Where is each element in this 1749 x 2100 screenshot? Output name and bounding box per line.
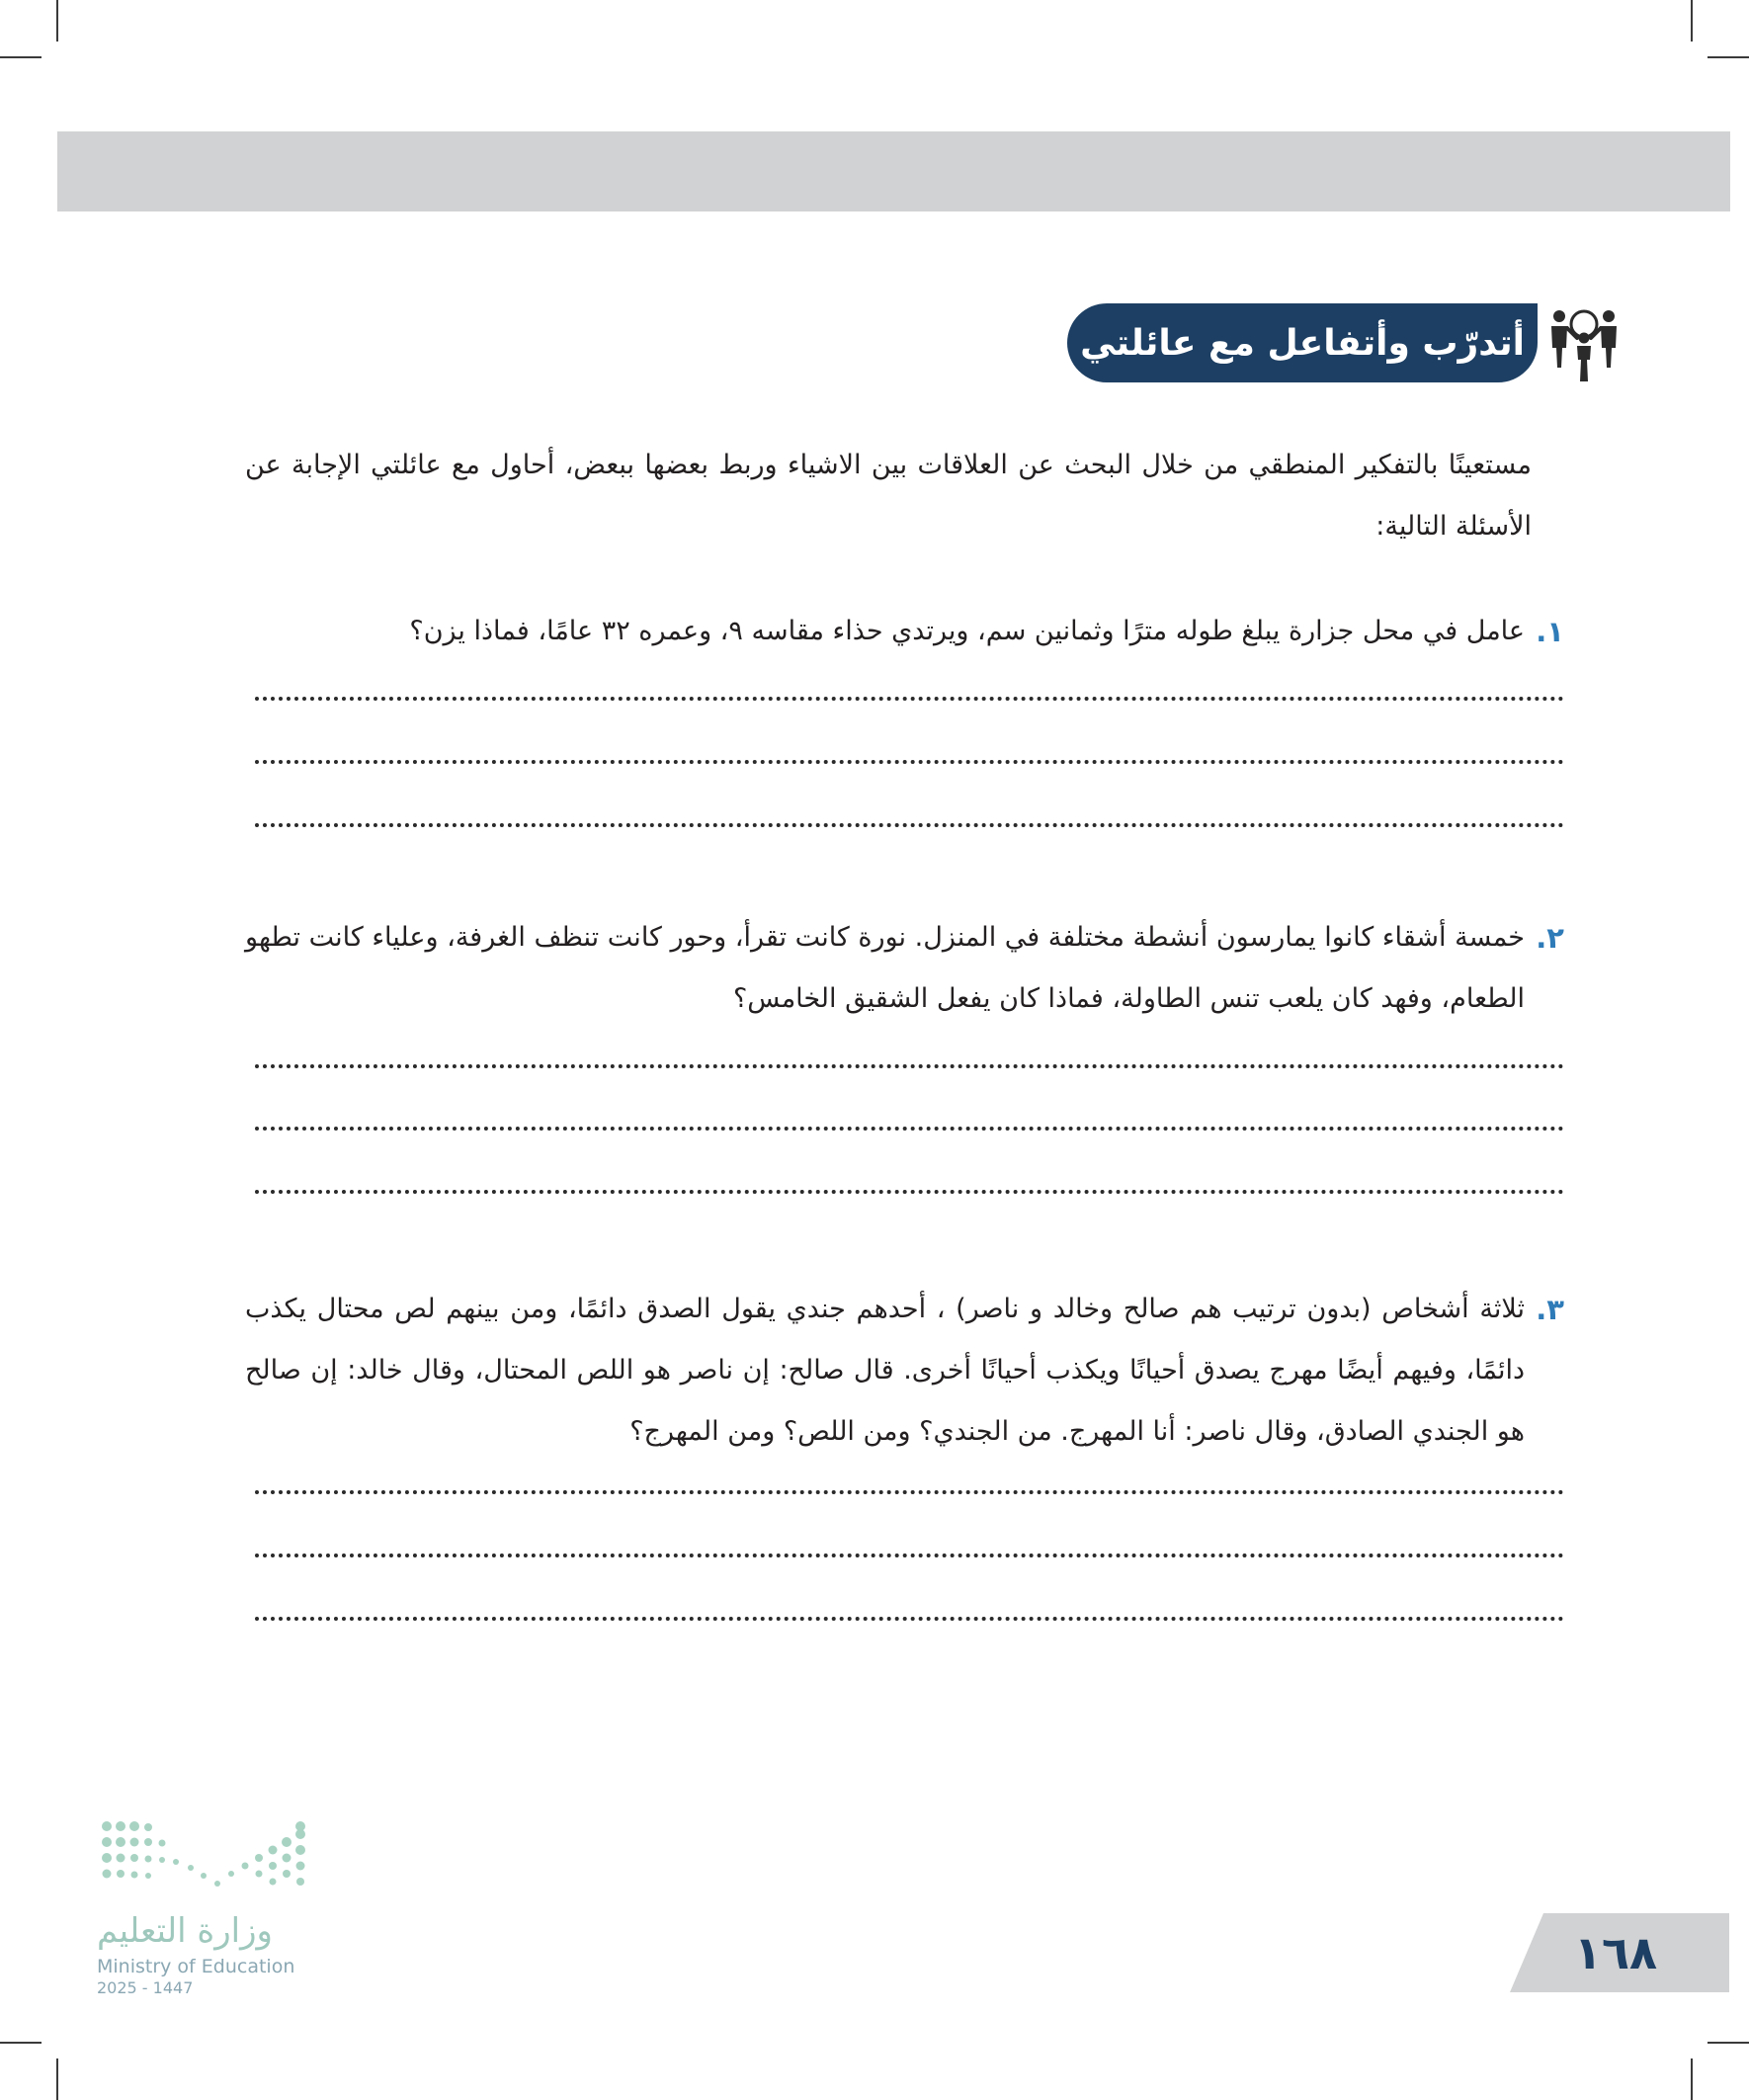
answer-line[interactable]: [255, 1490, 1564, 1494]
answer-line[interactable]: [255, 760, 1564, 764]
section-header: [1067, 302, 1623, 383]
family-icon: [1545, 302, 1623, 383]
ministry-name-arabic: وزارة التعليم: [97, 1911, 273, 1951]
ministry-year: 2025 - 1447: [97, 1978, 194, 1997]
crop-mark: [0, 2042, 42, 2044]
question-number: ٣.: [1536, 1293, 1564, 1326]
question-2: [245, 907, 1564, 1030]
question-text: عامل في محل جزارة يبلغ طوله مترًا وثمانين سم، ويرتدي حذاء مقاسه ٩، وعمره ٣٢ عامًا، فماذا يزن؟: [409, 616, 1525, 646]
crop-mark: [0, 56, 42, 58]
question-1: [245, 601, 1564, 662]
question-text: ثلاثة أشخاص (بدون ترتيب هم صالح وخالد و ناصر) ، أحدهم جندي يقول الصدق دائمًا، ومن بينهم لص محتال يكذب دائمًا، وفيهم أيضًا مهرج يصدق أحيانًا ويكذب أحيانًا أخرى. قال صالح: إن ناصر هو اللص المحتال، وقال خالد: إن صالح هو الجندي الصادق، وقال ناصر: أنا المهرج. من الجندي؟ ومن اللص؟ ومن المهرج؟: [245, 1294, 1525, 1447]
answer-line[interactable]: [255, 1617, 1564, 1621]
answer-line[interactable]: [255, 823, 1564, 827]
question-3: [245, 1279, 1564, 1463]
ministry-name-english: Ministry of Education: [97, 1956, 295, 1977]
answer-line[interactable]: [255, 1554, 1564, 1557]
question-text: خمسة أشقاء كانوا يمارسون أنشطة مختلفة في المنزل. نورة كانت تقرأ، وحور كانت تنظف الغرفة، وعلياء كانت تطهو الطعام، وفهد كان يلعب تنس الطاولة، فماذا كان يفعل الشقيق الخامس؟: [245, 922, 1525, 1014]
ministry-logo: [97, 1818, 316, 1998]
question-number: ٢.: [1536, 921, 1564, 955]
top-band: [57, 131, 1730, 211]
answer-line[interactable]: [255, 1064, 1564, 1068]
crop-mark: [1707, 2042, 1749, 2044]
answer-line[interactable]: [255, 1127, 1564, 1131]
crop-mark: [1691, 2058, 1693, 2100]
intro-paragraph: مستعينًا بالتفكير المنطقي من خلال البحث عن العلاقات بين الاشياء وربط بعضها ببعض، أحاول مع عائلتي الإجابة عن الأسئلة التالية:: [245, 450, 1532, 542]
question-number: ١.: [1536, 615, 1564, 648]
page-number: ١٦٨: [1573, 1926, 1658, 1979]
section-title: أتدرّب وأتفاعل مع عائلتي: [1067, 303, 1538, 382]
crop-mark: [56, 2058, 58, 2100]
answer-line[interactable]: [255, 697, 1564, 701]
crop-mark: [1691, 0, 1693, 42]
crop-mark: [1707, 56, 1749, 58]
ministry-dots-icon: [97, 1818, 316, 1897]
crop-mark: [56, 0, 58, 42]
answer-line[interactable]: [255, 1190, 1564, 1194]
